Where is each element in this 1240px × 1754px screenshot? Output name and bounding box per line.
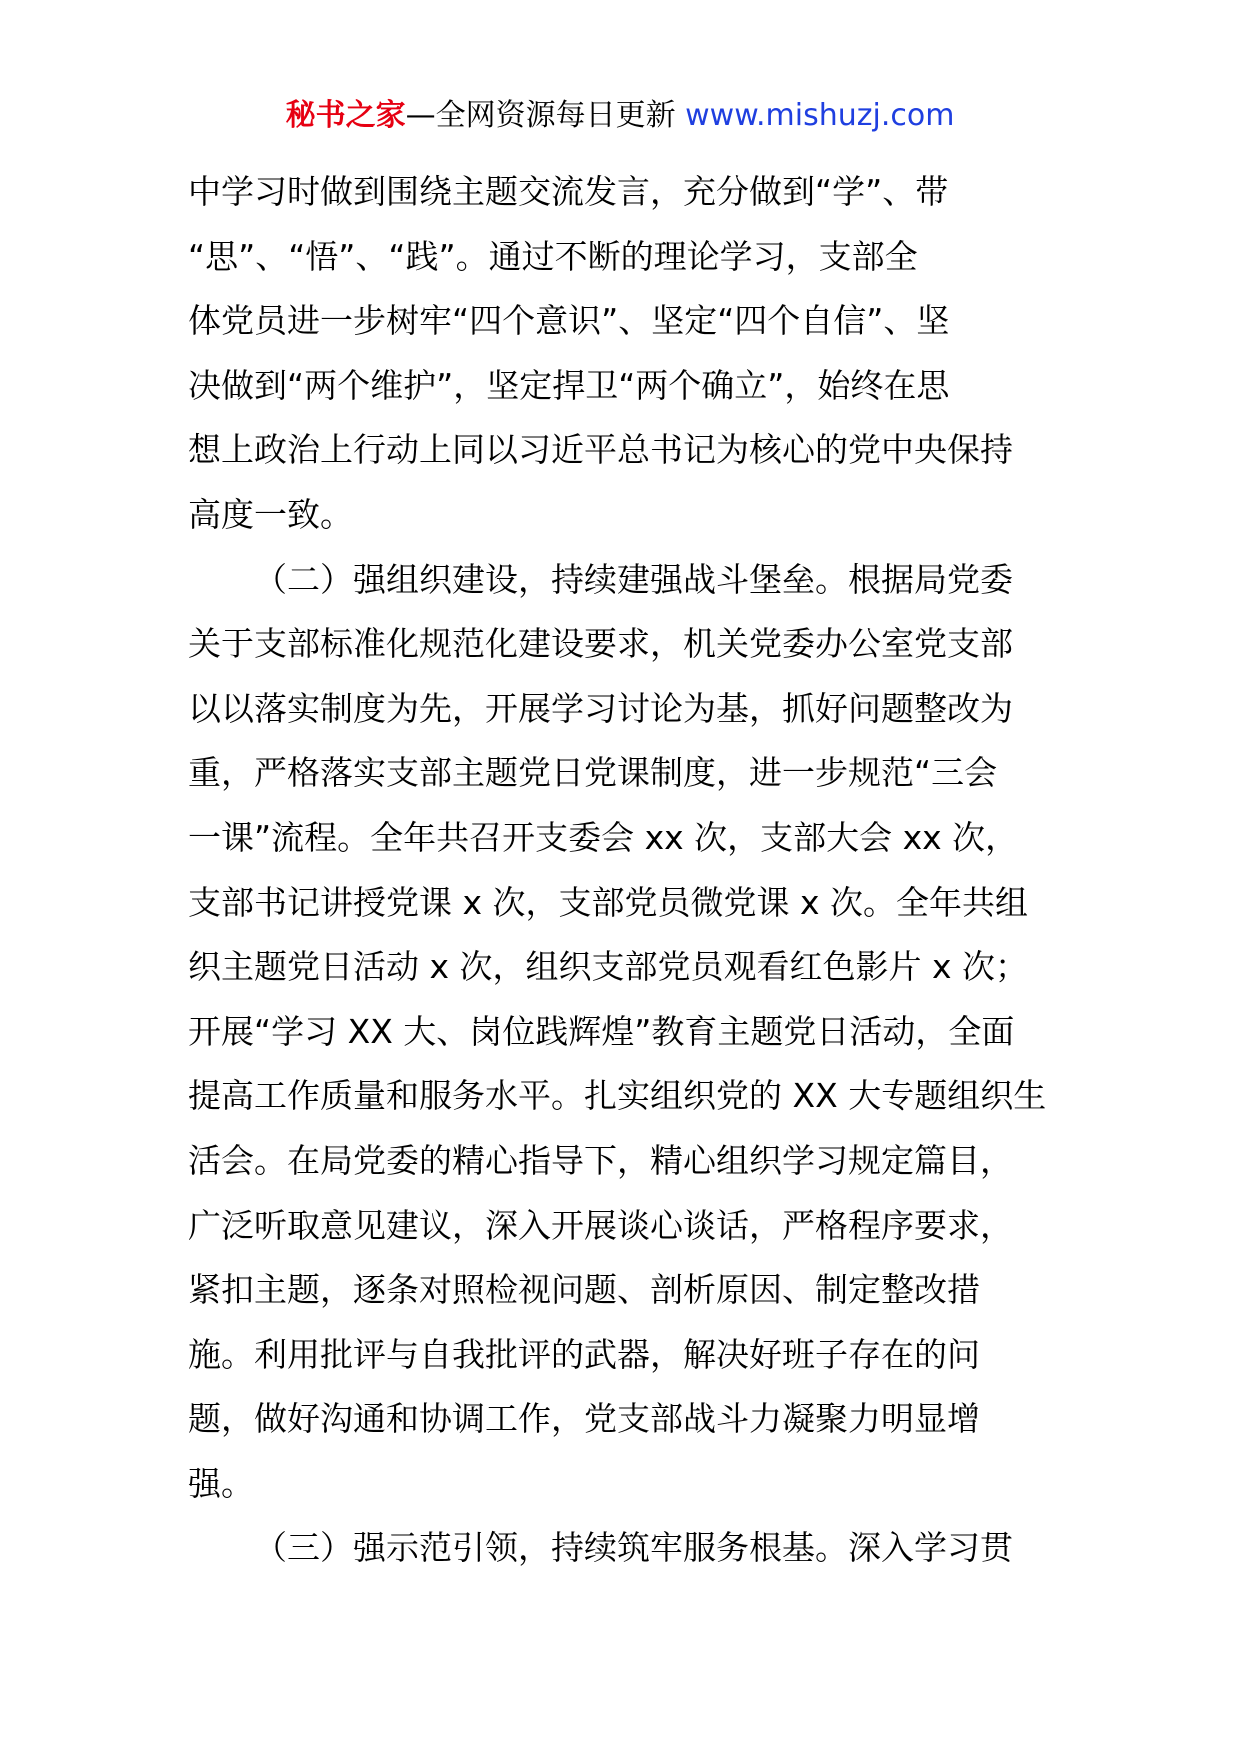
document-body — [188, 160, 1068, 1581]
text-line: 重，严格落实支部主题党日党课制度，进一步规范“三会 — [188, 753, 998, 793]
text-line: 体党员进一步树牢“四个意识”、坚定“四个自信”、坚 — [188, 301, 950, 341]
text-line: 支部书记讲授党课 x 次，支部党员微党课 x 次。全年共组 — [188, 882, 1029, 922]
website-url[interactable]: www.mishuzj.com — [685, 98, 955, 133]
text-line: 题，做好沟通和协调工作，党支部战斗力凝聚力明显增 — [188, 1399, 980, 1439]
brand-name: 秘书之家 — [285, 98, 406, 133]
text-line: 活会。在局党委的精心指导下，精心组织学习规定篇目， — [188, 1140, 1013, 1180]
text-line: 高度一致。 — [188, 494, 353, 534]
text-line: 强。 — [188, 1463, 254, 1503]
text-line: 紧扣主题，逐条对照检视问题、剖析原因、制定整改措 — [188, 1270, 980, 1310]
text-line: 决做到“两个维护”，坚定捍卫“两个确立”，始终在思 — [188, 365, 950, 405]
text-line: 提高工作质量和服务水平。扎实组织党的 XX 大专题组织生 — [188, 1076, 1047, 1116]
text-line: 施。利用批评与自我批评的武器，解决好班子存在的问 — [188, 1334, 980, 1374]
text-line: 开展“学习 XX 大、岗位践辉煌”教育主题党日活动，全面 — [188, 1011, 1015, 1051]
text-line: 想上政治上行动上同以习近平总书记为核心的党中央保持 — [188, 430, 1013, 470]
text-line: 织主题党日活动 x 次，组织支部党员观看红色影片 x 次； — [188, 947, 1029, 987]
text-line: “思”、“悟”、“践”。通过不断的理论学习，支部全 — [188, 236, 918, 276]
text-line: 中学习时做到围绕主题交流发言，充分做到“学”、带 — [188, 172, 949, 211]
section-heading-line: （三）强示范引领，持续筑牢服务根基。深入学习贯 — [254, 1528, 1013, 1568]
text-line: 以以落实制度为先，开展学习讨论为基，抓好问题整改为 — [188, 688, 1013, 728]
section-heading-line: （二）强组织建设，持续建强战斗堡垒。根据局党委 — [254, 559, 1013, 599]
page-header — [0, 96, 1240, 136]
text-line: 一课”流程。全年共召开支委会 xx 次，支部大会 xx 次， — [188, 817, 1019, 857]
text-line: 广泛听取意见建议，深入开展谈心谈话，严格程序要求， — [188, 1205, 1013, 1245]
text-line: 关于支部标准化规范化建设要求，机关党委办公室党支部 — [188, 624, 1013, 664]
header-tagline: —全网资源每日更新 — [405, 98, 676, 133]
